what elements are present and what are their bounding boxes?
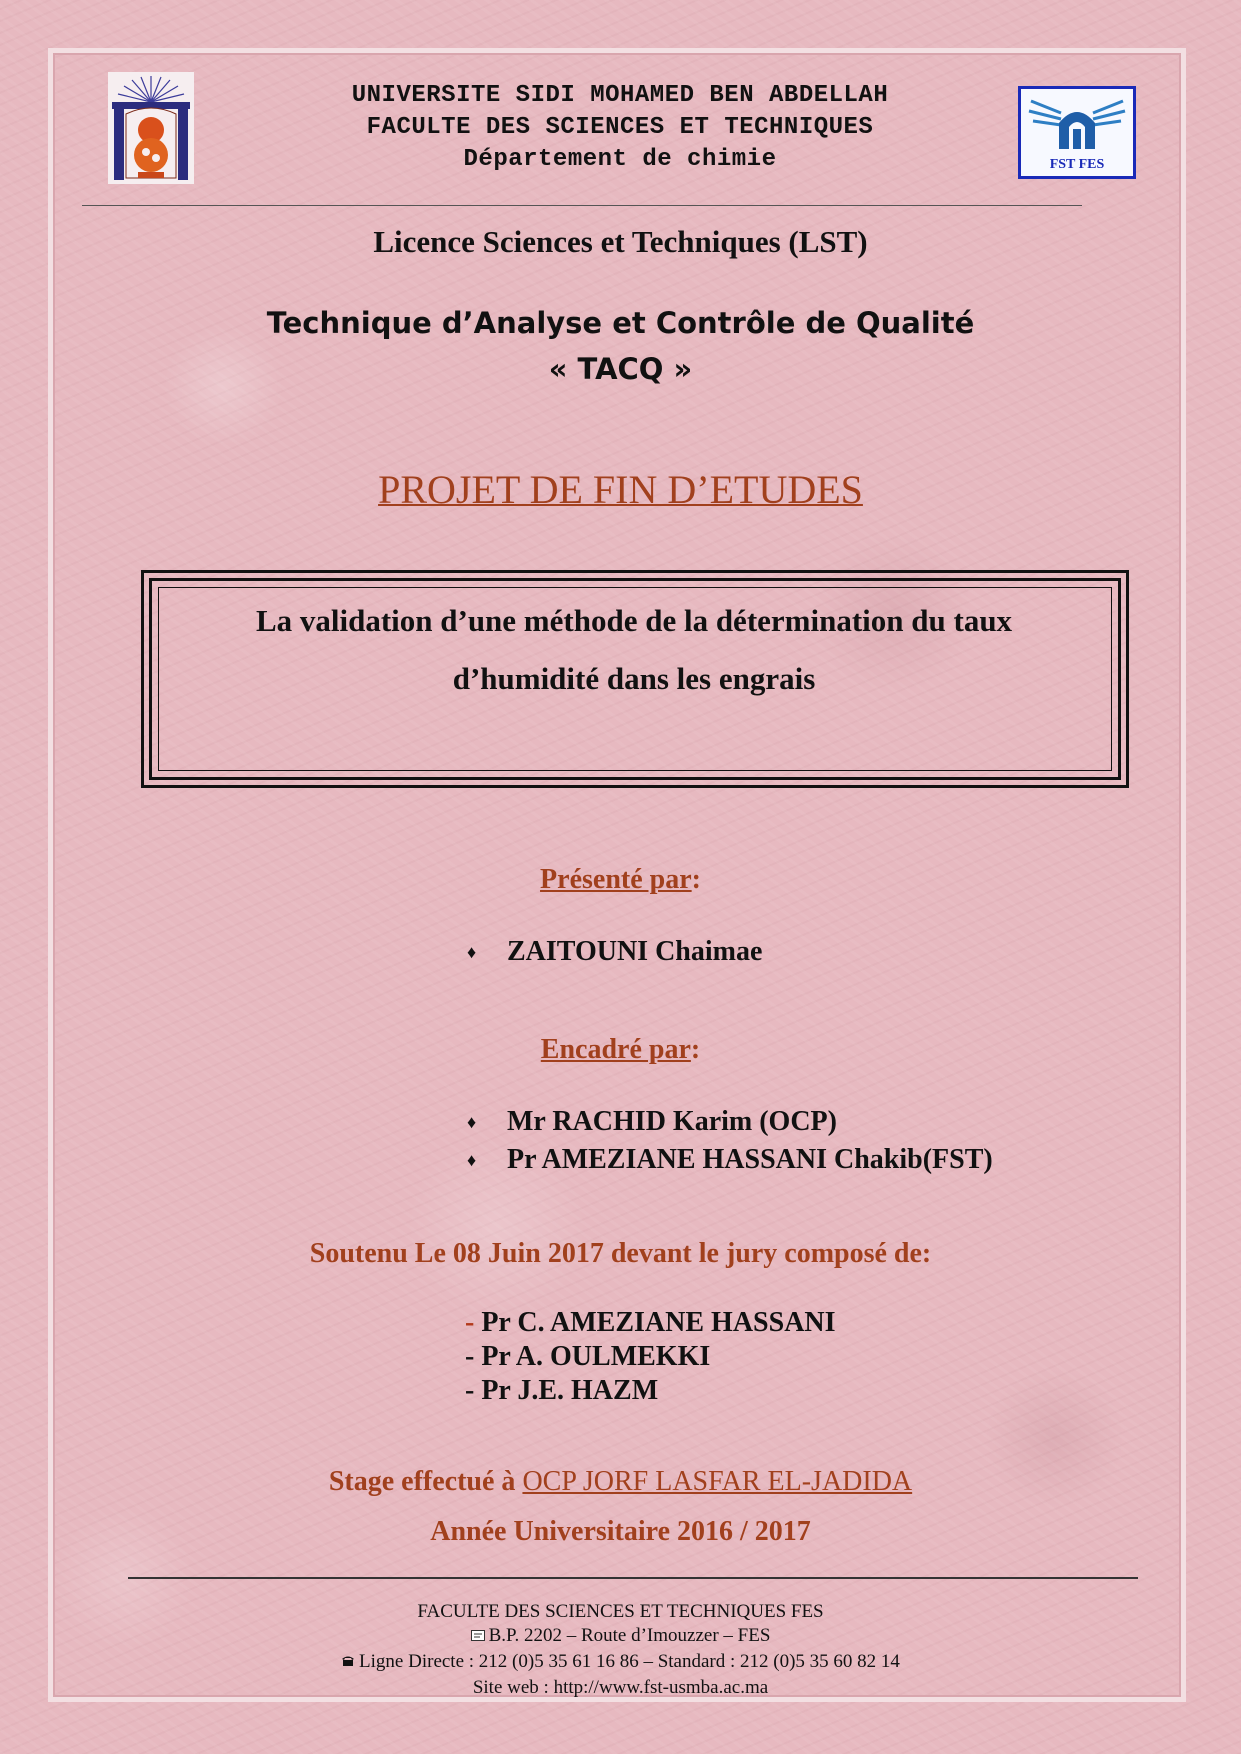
footer-website: Site web : http://www.fst-usmba.ac.ma [472,1677,769,1698]
diamond-bullet-icon: ♦ [467,942,477,962]
jury-dash: - [465,1307,475,1338]
phone-icon [341,1652,355,1676]
footer-phone: Ligne Directe : 212 (0)5 35 61 16 86 – Standard : 212 (0)5 35 60 82 14 [359,1651,900,1672]
presente-label [0,864,1241,896]
thesis-title-line2: d’humidité dans les engrais [452,661,816,696]
fst-fes-logo-text: FST FES [1049,157,1105,172]
footer-phone-line [0,1650,1241,1676]
diamond-bullet-icon: ♦ [467,1150,477,1170]
internship-place: OCP JORF LASFAR EL-JADIDA [522,1466,913,1497]
filiere-name: Technique d’Analyse et Contrôle de Qualité [266,306,975,340]
faculty-name: FACULTE DES SCIENCES ET TECHNIQUES [366,114,874,141]
encadre-label-text: Encadré par [540,1034,691,1065]
list-item [465,1374,836,1408]
footer-address-line [0,1624,1241,1650]
jury-member: Pr C. AMEZIANE HASSANI [481,1307,836,1338]
list-item [467,1141,993,1179]
academic-year: Année Universitaire 2016 / 2017 [430,1516,811,1547]
presente-label-text: Présenté par [540,864,692,895]
thesis-title-line1: La validation d’une méthode de la détermination du taux [255,603,1013,638]
list-item [467,933,762,971]
footer [0,1600,1241,1700]
jury-dash: - [465,1341,475,1372]
footer-divider [128,1577,1138,1579]
licence-title: Licence Sciences et Techniques (LST) [373,224,868,259]
jury-member: Pr A. OULMEKKI [481,1341,711,1372]
jury-dash: - [465,1375,475,1406]
thesis-title [160,592,1108,708]
supervisor-name: Pr AMEZIANE HASSANI Chakib(FST) [507,1144,993,1175]
university-emblem-logo [108,72,194,184]
supervisor-name: Mr RACHID Karim (OCP) [507,1106,837,1137]
internship-prefix: Stage effectué à [328,1466,523,1497]
footer-faculty: FACULTE DES SCIENCES ET TECHNIQUES FES [417,1601,824,1622]
fst-fes-logo [1018,86,1136,179]
projet-heading: PROJET DE FIN D’ETUDES [378,467,863,512]
header-divider [82,205,1082,206]
presenter-name: ZAITOUNI Chaimae [507,936,763,967]
list-item [467,1103,993,1141]
jury-member: Pr J.E. HAZM [481,1375,659,1406]
mailbox-icon [471,1626,485,1650]
presenter-list [467,933,762,971]
list-item [465,1306,836,1340]
encadre-label-colon: : [690,1034,701,1065]
jury-list [465,1306,836,1408]
encadre-label [0,1034,1241,1066]
diamond-bullet-icon: ♦ [467,1112,477,1132]
footer-address: B.P. 2202 – Route d’Imouzzer – FES [488,1625,771,1646]
list-item [465,1340,836,1374]
supervisor-list [467,1103,993,1179]
header-block [220,80,1020,176]
department-name: Département de chimie [463,146,777,173]
internship-location [0,1466,1241,1498]
defense-date: Soutenu Le 08 Juin 2017 devant le jury composé de: [309,1238,932,1269]
filiere-acronym: « TACQ » [548,352,693,386]
university-name: UNIVERSITE SIDI MOHAMED BEN ABDELLAH [351,82,889,109]
presente-label-colon: : [691,864,701,895]
filiere-block [0,300,1241,392]
